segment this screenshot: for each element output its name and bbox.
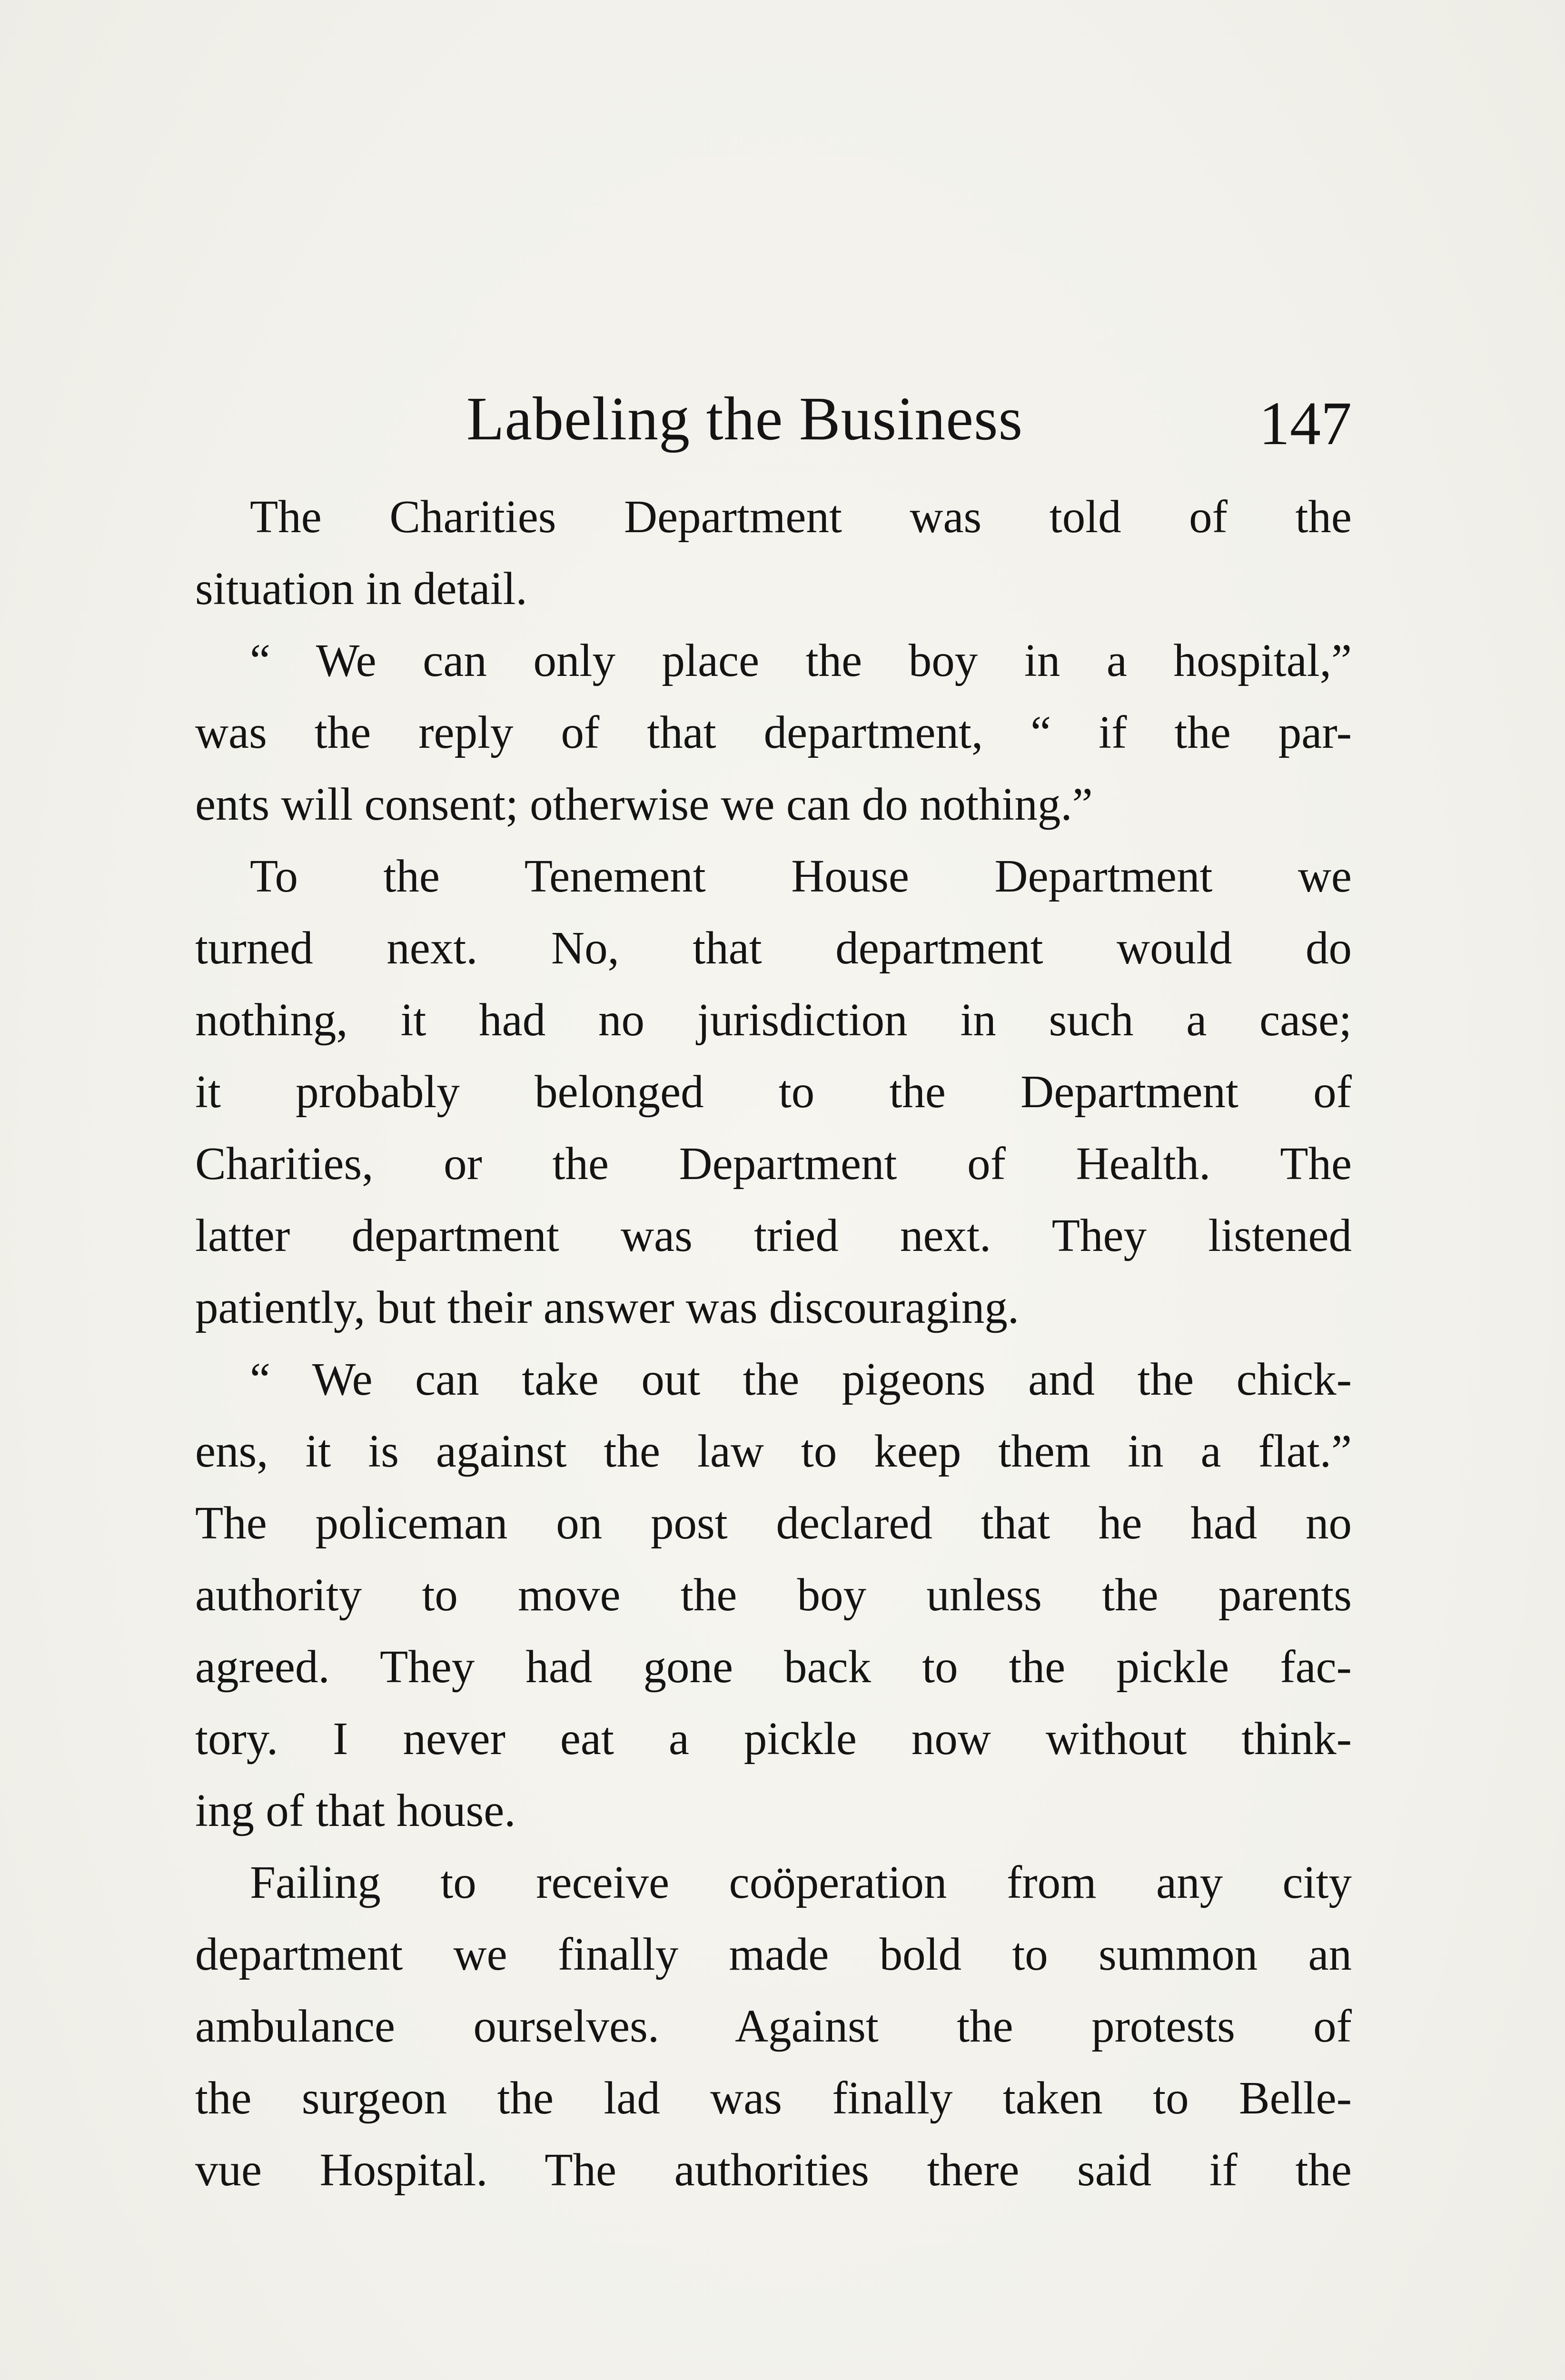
text-line: was the reply of that department, “ if the par- — [195, 707, 1352, 758]
text-line: situation in detail. — [195, 563, 527, 614]
text-line: vue Hospital. The authorities there said if the — [195, 2144, 1352, 2195]
text-line: latter department was tried next. They listened — [195, 1210, 1352, 1261]
body-text — [195, 481, 1352, 2206]
text-line: ents will consent; otherwise we can do nothing.” — [195, 779, 1093, 830]
page-number: 147 — [1259, 389, 1352, 458]
text-line: tory. I never eat a pickle now without think- — [195, 1713, 1352, 1764]
text-line: authority to move the boy unless the parents — [195, 1569, 1352, 1620]
running-head — [466, 381, 1352, 457]
text-line: it probably belonged to the Department of — [195, 1066, 1352, 1117]
text-line: “ We can take out the pigeons and the chick- — [250, 1354, 1352, 1405]
text-line: ambulance ourselves. Against the protests of — [195, 2001, 1352, 2052]
text-line: turned next. No, that department would do — [195, 922, 1352, 973]
text-line: nothing, it had no jurisdiction in such a case; — [195, 994, 1352, 1045]
text-line: patiently, but their answer was discouraging. — [195, 1282, 1020, 1333]
text-line: Charities, or the Department of Health. The — [195, 1138, 1352, 1189]
text-line: “ We can only place the boy in a hospital,” — [250, 635, 1352, 686]
text-line: department we finally made bold to summon an — [195, 1929, 1352, 1980]
text-line: ing of that house. — [195, 1785, 516, 1836]
text-line: agreed. They had gone back to the pickle fac- — [195, 1641, 1352, 1692]
text-line: The Charities Department was told of the — [250, 491, 1352, 542]
text-line: ens, it is against the law to keep them in a flat.” — [195, 1426, 1352, 1477]
text-line: The policeman on post declared that he had no — [195, 1497, 1352, 1548]
text-line: Failing to receive coöperation from any city — [250, 1857, 1352, 1908]
text-line: To the Tenement House Department we — [250, 851, 1352, 902]
running-head-title: Labeling the Business — [466, 385, 1023, 453]
text-line: the surgeon the lad was finally taken to Belle- — [195, 2073, 1352, 2123]
